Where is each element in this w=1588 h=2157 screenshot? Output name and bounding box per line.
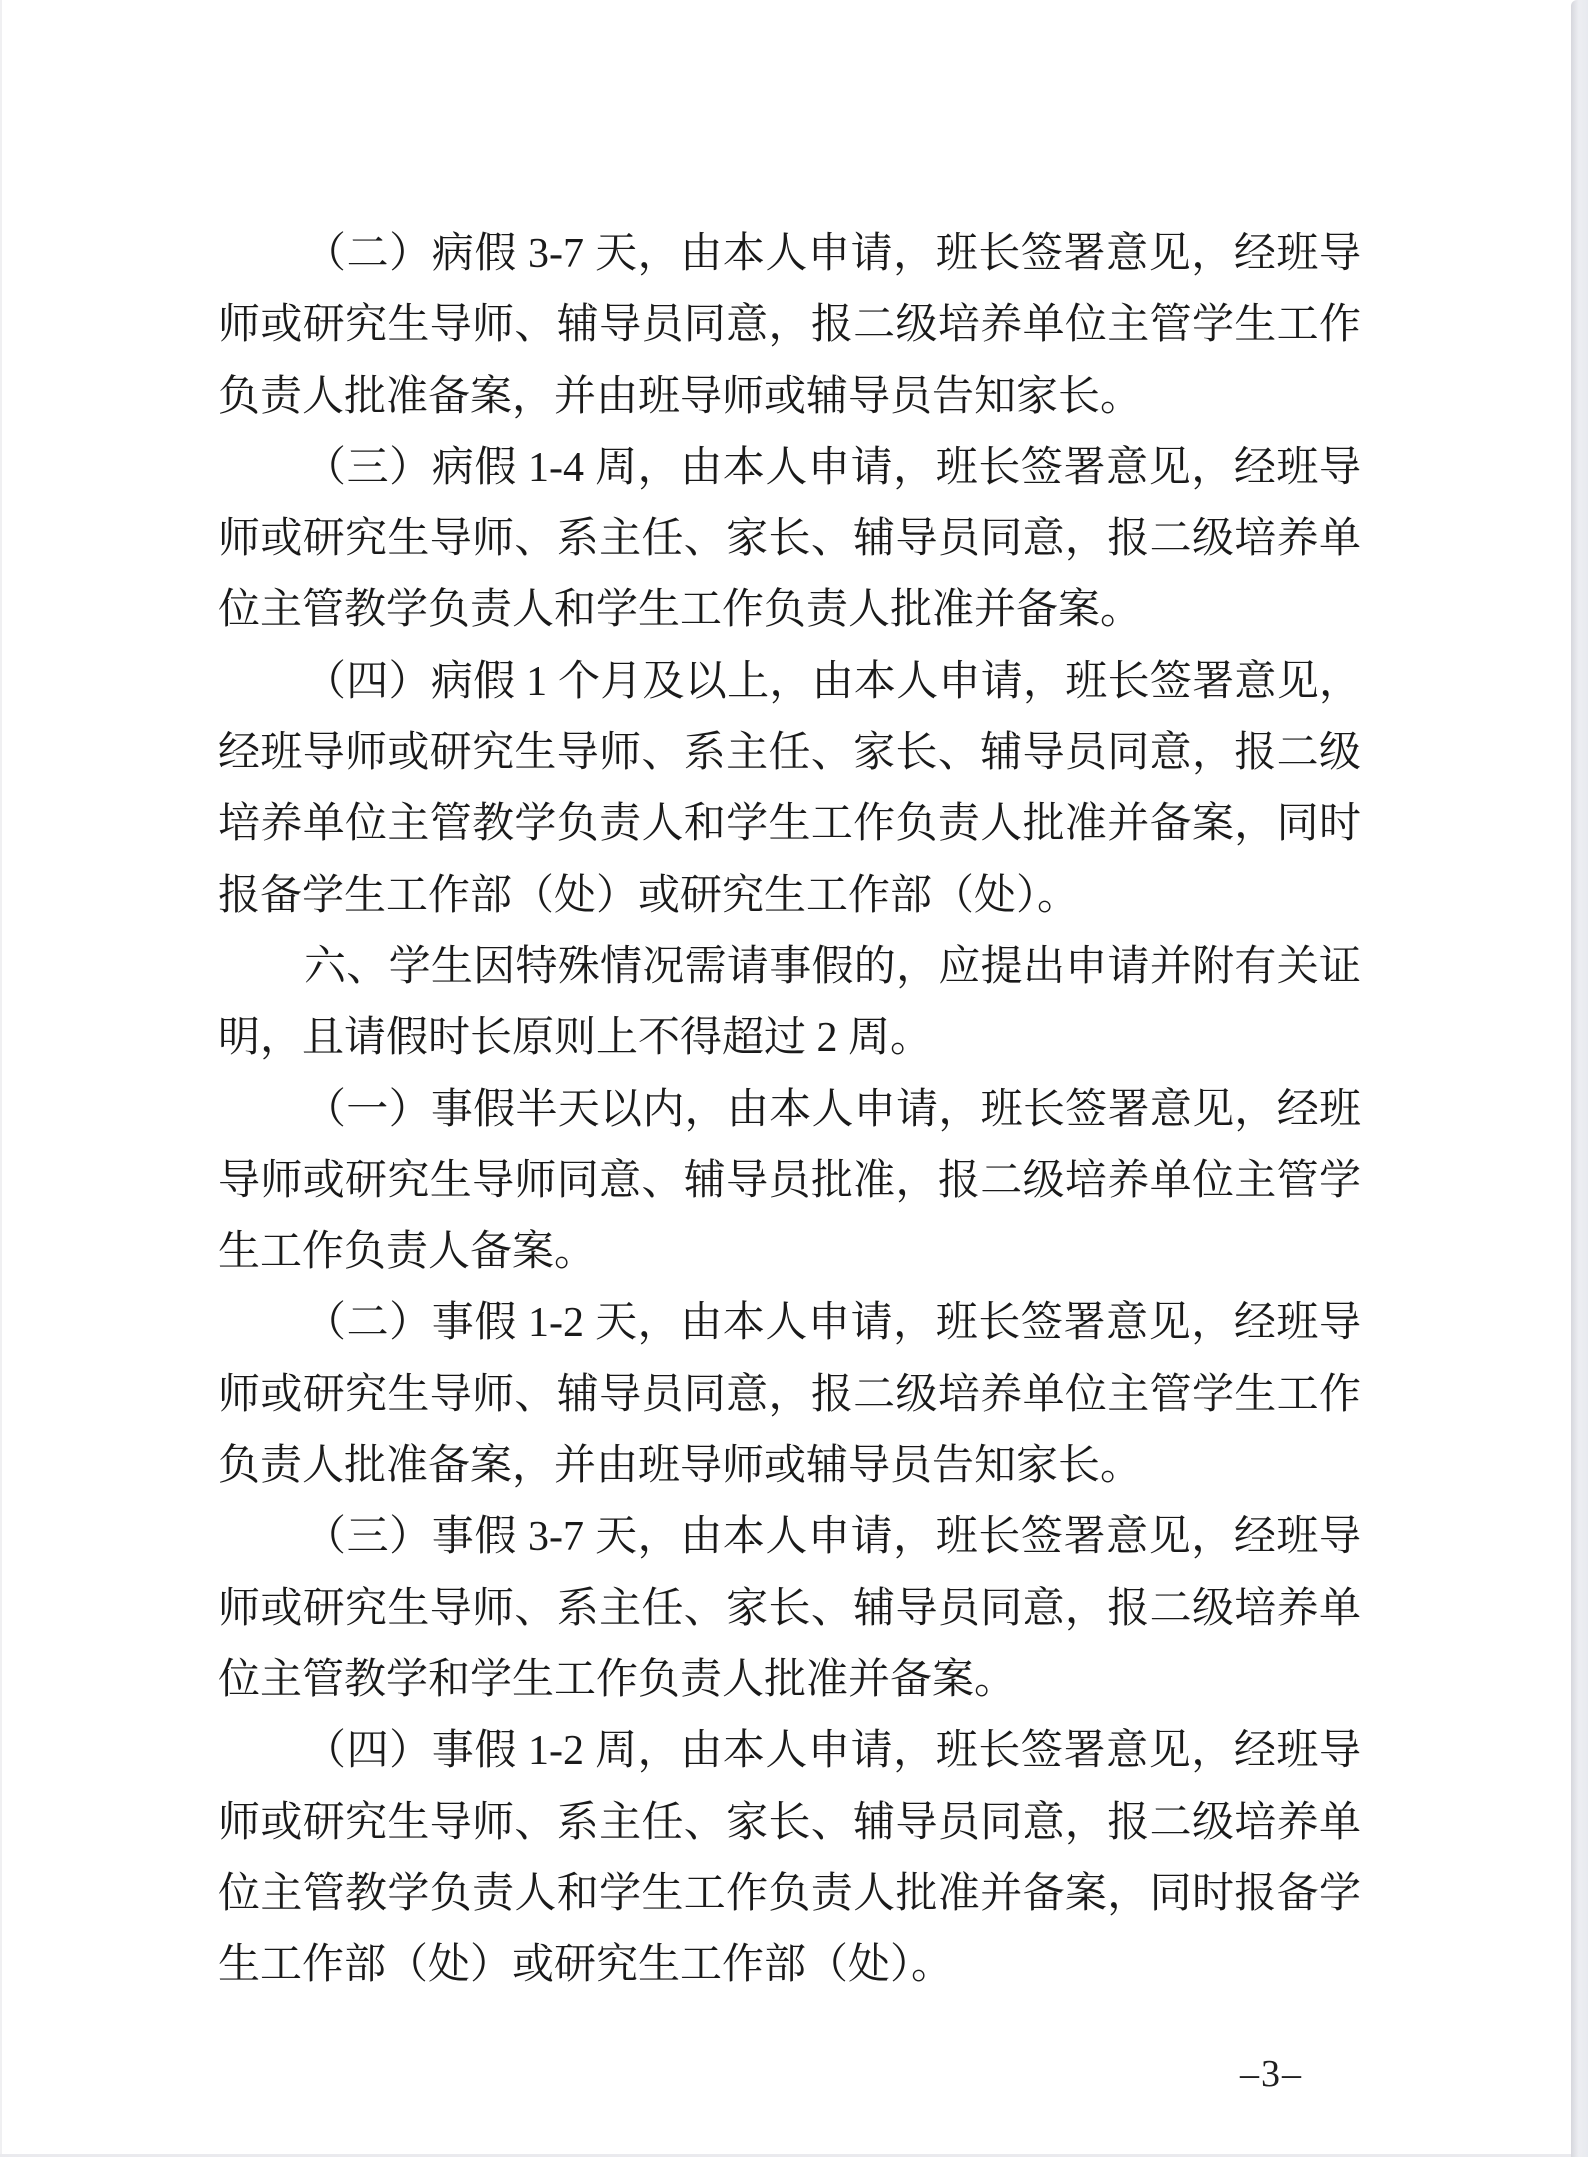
- doc-line: 位主管教学和学生工作负责人批准并备案。: [218, 1656, 1017, 1703]
- doc-line: （一）事假半天以内，由本人申请，班长签署意见，经班: [304, 1086, 1361, 1133]
- doc-line: 师或研究生导师、系主任、家长、辅导员同意，报二级培养单: [218, 1799, 1361, 1846]
- doc-line: 六、学生因特殊情况需请事假的，应提出申请并附有关证: [304, 943, 1361, 990]
- paragraph-sick-leave-1-4-weeks: [218, 433, 1361, 647]
- doc-line: 报备学生工作部（处）或研究生工作部（处）。: [218, 872, 1080, 919]
- doc-line: 经班导师或研究生导师、系主任、家长、辅导员同意，报二级: [218, 730, 1361, 777]
- paragraph-personal-leave-half-day: [218, 1075, 1361, 1289]
- paragraph-sick-leave-1-month-plus: [218, 647, 1361, 932]
- doc-line: 师或研究生导师、系主任、家长、辅导员同意，报二级培养单: [218, 516, 1361, 563]
- doc-line: 师或研究生导师、辅导员同意，报二级培养单位主管学生工作: [218, 1371, 1361, 1418]
- doc-line: 明，且请假时长原则上不得超过 2 周。: [218, 1015, 933, 1062]
- paragraph-personal-leave-1-2-days: [218, 1288, 1361, 1502]
- doc-line: （二）事假 1-2 天，由本人申请，班长签署意见，经班导: [304, 1300, 1361, 1347]
- doc-line: （三）病假 1-4 周，由本人申请，班长签署意见，经班导: [304, 444, 1361, 491]
- paragraph-personal-leave-1-2-weeks: [218, 1716, 1361, 2001]
- document-body: [218, 219, 1361, 2001]
- paragraph-personal-leave-3-7-days: [218, 1502, 1361, 1716]
- doc-line: （四）病假 1 个月及以上，由本人申请，班长签署意见，: [304, 658, 1361, 705]
- doc-line: 位主管教学负责人和学生工作负责人批准并备案。: [218, 587, 1143, 634]
- doc-line: 师或研究生导师、辅导员同意，报二级培养单位主管学生工作: [218, 302, 1361, 349]
- doc-line: 师或研究生导师、系主任、家长、辅导员同意，报二级培养单: [218, 1585, 1361, 1632]
- doc-line: 位主管教学负责人和学生工作负责人批准并备案，同时报备学: [218, 1870, 1361, 1917]
- doc-line: 导师或研究生导师同意、辅导员批准，报二级培养单位主管学: [218, 1157, 1361, 1204]
- paragraph-article-six-personal-leave: [218, 932, 1361, 1075]
- doc-line: （四）事假 1-2 周，由本人申请，班长签署意见，经班导: [304, 1728, 1361, 1775]
- doc-line: 负责人批准备案，并由班导师或辅导员告知家长。: [218, 1443, 1143, 1490]
- doc-line: （三）事假 3-7 天，由本人申请，班长签署意见，经班导: [304, 1514, 1361, 1561]
- doc-line: （二）病假 3-7 天，由本人申请，班长签署意见，经班导: [304, 231, 1361, 277]
- page-number: –3–: [1240, 2053, 1303, 2095]
- doc-line: 负责人批准备案，并由班导师或辅导员告知家长。: [218, 373, 1143, 420]
- paragraph-sick-leave-3-7-days: [218, 219, 1361, 433]
- page-edge-gutter: [1571, 0, 1588, 2157]
- doc-line: 培养单位主管教学负责人和学生工作负责人批准并备案，同时: [218, 801, 1361, 848]
- page-left-edge: [0, 0, 2, 2157]
- doc-line: 生工作负责人备案。: [218, 1229, 597, 1276]
- doc-line: 生工作部（处）或研究生工作部（处）。: [218, 1942, 954, 1989]
